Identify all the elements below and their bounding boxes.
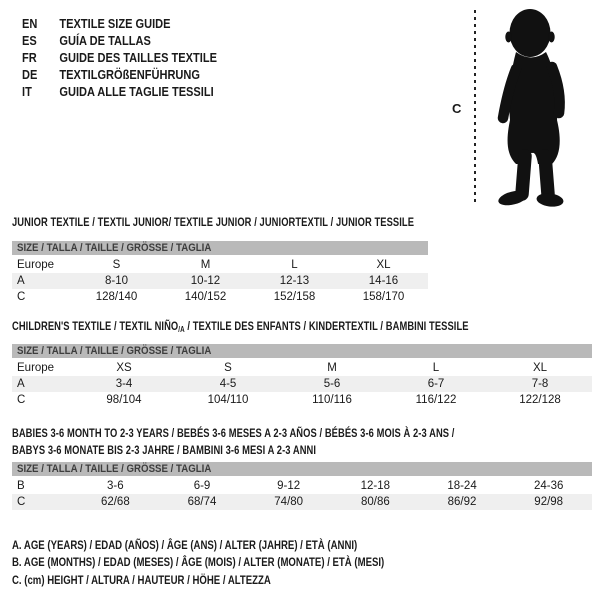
height-cell: 152/158 (273, 291, 316, 303)
height-cell: 122/128 (519, 394, 561, 406)
footnote-a: A. AGE (YEARS) / EDAD (AÑOS) / ÂGE (ANS) / ALTER (JAHRE) / ETÀ (ANNI) (12, 538, 358, 552)
height-cell: 98/104 (106, 394, 142, 406)
row-label: A (17, 378, 25, 390)
height-cell: 68/74 (187, 496, 217, 508)
children-size-table (12, 344, 592, 408)
height-cell: 104/110 (207, 394, 249, 406)
height-cell: 92/98 (534, 496, 564, 508)
age-cell: 24-36 (533, 480, 564, 492)
size-header-label: SIZE / TALLA / TAILLE / GRÖSSE / TAGLIA (17, 463, 212, 475)
language-row-fr (22, 49, 217, 66)
row-label: Europe (17, 362, 55, 374)
height-cell: 116/122 (415, 394, 457, 406)
language-row-it (22, 83, 217, 100)
size-header-label: SIZE / TALLA / TAILLE / GRÖSSE / TAGLIA (17, 345, 212, 357)
language-code: EN (22, 16, 38, 31)
babies-title-line2: BABYS 3-6 MONATE BIS 2-3 JAHRE / BAMBINI 3-6 MESI A 2-3 ANNI (12, 443, 317, 457)
size-cell: S (112, 259, 121, 271)
language-code: ES (22, 33, 37, 48)
children-title-pre: CHILDREN'S TEXTILE / TEXTIL NIÑO (12, 319, 179, 333)
size-cell: M (327, 362, 337, 374)
children-row-age (12, 376, 592, 392)
children-title-subscript: /A (178, 325, 185, 334)
age-cell: 6-9 (193, 480, 211, 492)
size-header-label: SIZE / TALLA / TAILLE / GRÖSSE / TAGLIA (17, 242, 212, 254)
size-cell: XS (116, 362, 132, 374)
children-title-post: / TEXTILE DES ENFANTS / KINDERTEXTIL / BAMBINI TESSILE (184, 319, 469, 333)
row-label: C (17, 496, 26, 508)
size-cell: L (291, 259, 298, 271)
language-list (22, 15, 217, 100)
language-title: TEXTILGRÖßENFÜHRUNG (59, 67, 200, 82)
children-section-title (12, 319, 469, 337)
size-cell: M (200, 259, 211, 271)
children-row-europe (12, 360, 592, 376)
age-cell: 3-6 (107, 480, 124, 492)
age-cell: 12-18 (360, 480, 391, 492)
age-cell: 10-12 (190, 275, 221, 287)
language-title: GUIDA ALLE TAGLIE TESSILI (59, 84, 214, 99)
age-cell: 9-12 (277, 480, 301, 492)
language-row-es (22, 32, 217, 49)
children-size-header-bar (12, 344, 592, 358)
children-row-height (12, 392, 592, 408)
age-cell: 8-10 (104, 275, 129, 287)
size-cell: S (224, 362, 232, 374)
age-cell: 5-6 (323, 378, 341, 390)
language-row-de (22, 66, 217, 83)
age-cell: 18-24 (447, 480, 477, 492)
language-code: DE (22, 67, 38, 82)
size-cell: XL (532, 362, 548, 374)
height-cell: 74/80 (274, 496, 304, 508)
language-title: GUIDE DES TAILLES TEXTILE (59, 50, 217, 65)
babies-size-table (12, 462, 592, 510)
footnote-b: B. AGE (MONTHS) / EDAD (MESES) / ÂGE (MOIS) / ALTER (MONATE) / ETÀ (MESI) (12, 555, 385, 570)
junior-size-table (12, 241, 428, 305)
toddler-silhouette (483, 6, 583, 208)
junior-row-europe (12, 257, 428, 273)
age-cell: 3-4 (115, 378, 133, 390)
row-label: Europe (17, 259, 55, 271)
language-code: FR (22, 50, 37, 65)
height-cell: 158/170 (362, 291, 405, 303)
age-cell: 14-16 (368, 275, 399, 287)
language-code: IT (22, 84, 32, 99)
height-cell: 128/140 (95, 291, 138, 303)
junior-section-title: JUNIOR TEXTILE / TEXTIL JUNIOR/ TEXTILE JUNIOR / JUNIORTEXTIL / JUNIOR TESSILE (12, 215, 415, 229)
language-row-en (22, 15, 217, 32)
language-title: GUÍA DE TALLAS (59, 33, 151, 48)
junior-row-age (12, 273, 428, 289)
footnote-c: C. (cm) HEIGHT / ALTURA / HAUTEUR / HÖHE / ALTEZZA (12, 572, 271, 587)
age-cell: 12-13 (279, 275, 310, 287)
babies-section-title (12, 425, 454, 459)
footnotes (12, 537, 384, 589)
babies-row-age (12, 478, 592, 494)
height-cell: 62/68 (100, 496, 130, 508)
age-cell: 6-7 (427, 378, 445, 390)
height-measure-dashed-line (474, 10, 476, 206)
babies-row-height (12, 494, 592, 510)
age-cell: 7-8 (531, 378, 549, 390)
junior-row-height (12, 289, 428, 305)
size-cell: L (432, 362, 440, 374)
babies-title-line1: BABIES 3-6 MONTH TO 2-3 YEARS / BEBÉS 3-6 MESES A 2-3 AÑOS / BÉBÉS 3-6 MOIS À 2-3 ANS / (12, 426, 455, 440)
row-label: C (17, 291, 26, 303)
height-cell: 86/92 (447, 496, 477, 508)
row-label: C (17, 394, 26, 406)
height-marker-label: C (452, 101, 462, 116)
babies-size-header-bar (12, 462, 592, 476)
language-title: TEXTILE SIZE GUIDE (59, 16, 171, 31)
junior-size-header-bar (12, 241, 428, 255)
size-cell: XL (376, 259, 391, 271)
height-cell: 80/86 (360, 496, 390, 508)
height-cell: 140/152 (184, 291, 227, 303)
row-label: A (17, 275, 25, 287)
row-label: B (17, 480, 25, 492)
height-cell: 110/116 (312, 394, 352, 406)
age-cell: 4-5 (219, 378, 237, 390)
